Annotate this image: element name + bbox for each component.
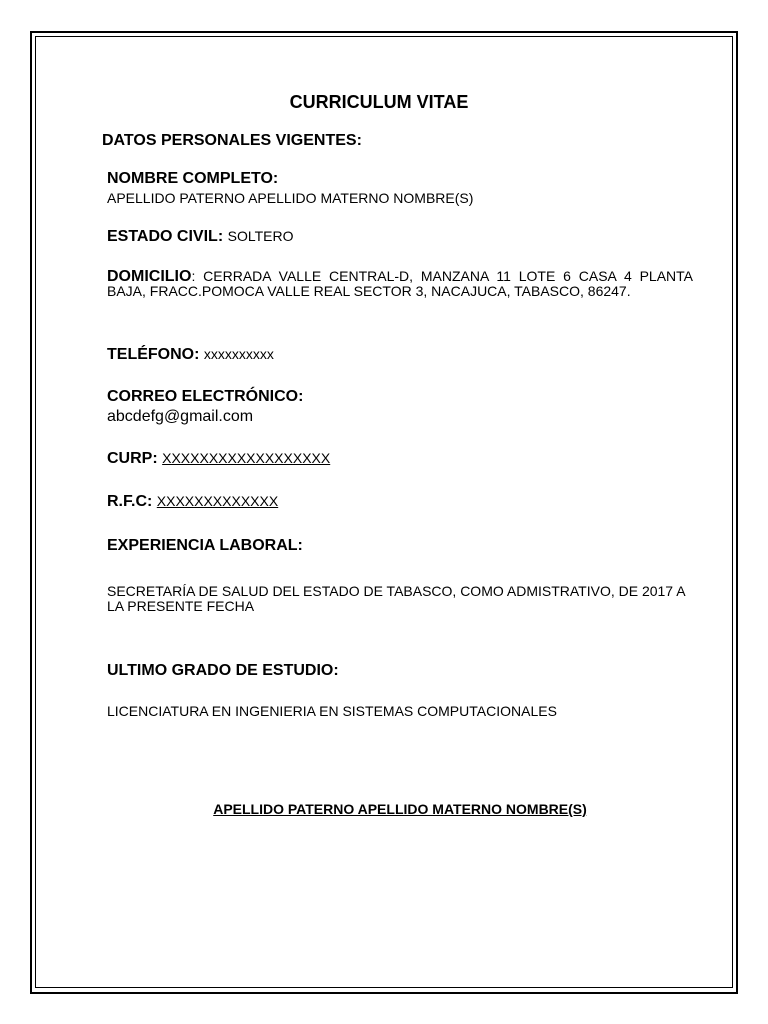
- rfc-value: XXXXXXXXXXXXX: [156, 493, 279, 509]
- phone-row: [107, 346, 274, 364]
- phone-label: TELÉFONO:: [107, 346, 200, 363]
- email-value: abcdefg@gmail.com: [107, 408, 254, 425]
- education-text: LICENCIATURA EN INGENIERIA EN SISTEMAS COMPUTACIONALES: [107, 703, 557, 719]
- rfc-label: R.F.C:: [107, 493, 153, 510]
- address-value: : CERRADA VALLE CENTRAL-D, MANZANA 11 LOTE 6 CASA 4 PLANTA BAJA, FRACC.POMOCA VALLE REAL SECTOR 3, NACAJUCA, TABASCO, 86247.: [107, 268, 693, 299]
- curp-value: XXXXXXXXXXXXXXXXXX: [162, 450, 331, 466]
- experience-heading: EXPERIENCIA LABORAL:: [107, 537, 303, 554]
- curp-label: CURP:: [107, 450, 158, 467]
- address-label: DOMICILIO: [107, 268, 192, 285]
- address-paragraph: [107, 269, 693, 299]
- rfc-row: [107, 493, 278, 511]
- phone-value: xxxxxxxxxx: [203, 346, 274, 362]
- civil-status-row: [107, 228, 293, 246]
- curp-row: [107, 450, 330, 468]
- email-label: CORREO ELECTRÓNICO:: [107, 388, 304, 405]
- experience-text: SECRETARÍA DE SALUD DEL ESTADO DE TABASCO, COMO ADMISTRATIVO, DE 2017 A LA PRESENTE FECHA: [107, 583, 685, 614]
- personal-data-heading: DATOS PERSONALES VIGENTES:: [102, 132, 362, 149]
- education-heading: ULTIMO GRADO DE ESTUDIO:: [107, 662, 339, 679]
- civil-status-value: SOLTERO: [227, 228, 294, 244]
- full-name-value: APELLIDO PATERNO APELLIDO MATERNO NOMBRE(S): [107, 190, 474, 206]
- full-name-label: NOMBRE COMPLETO:: [107, 170, 279, 187]
- signature-name: APELLIDO PATERNO APELLIDO MATERNO NOMBRE(S): [213, 801, 587, 817]
- civil-status-label: ESTADO CIVIL:: [107, 228, 224, 245]
- document-title: CURRICULUM VITAE: [289, 92, 469, 112]
